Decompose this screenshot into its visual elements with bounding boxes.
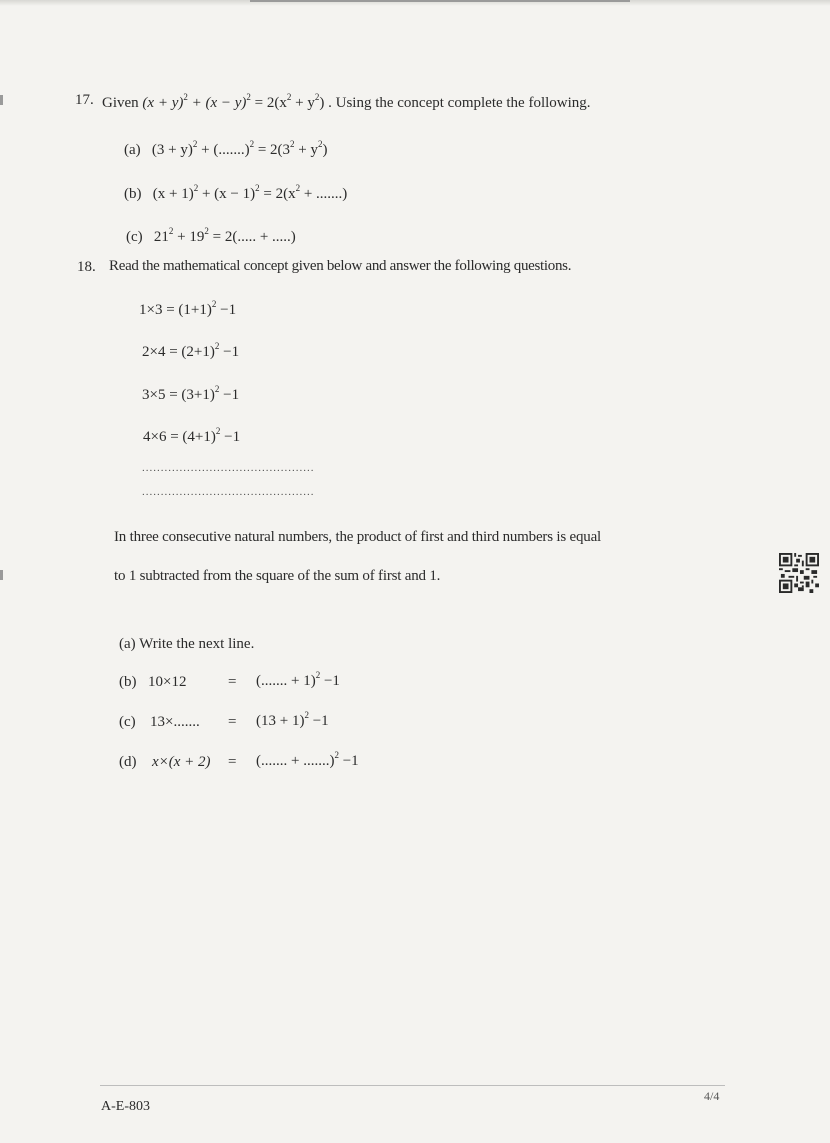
identity-term-4: + $y^2$)	[295, 92, 325, 111]
part-label: (c)	[126, 229, 143, 245]
statement-line-2: to 1 subtracted from the square of the sum of first and 1.	[114, 568, 441, 584]
scan-edge-mark	[0, 570, 3, 580]
part-text: Write the next line.	[139, 636, 255, 652]
part-label: (d)	[119, 754, 137, 770]
dotted-line-1: ..............................................	[142, 462, 315, 474]
question-17-number: 17.	[75, 92, 94, 108]
q18-part-a	[119, 636, 254, 653]
identity-term-2: + $(x - y)^2$	[191, 92, 251, 111]
q18-part-c-eq: =	[228, 714, 237, 730]
expr: $(3 + y)^2 + (.......)^2 = 2(3^2 + y^2)$	[151, 139, 328, 158]
statement-line-1: In three consecutive natural numbers, the product of first and third numbers is equal	[114, 529, 602, 545]
q18-part-b-lhs: 10×12	[148, 674, 187, 690]
identity-term-1: $(x + y)^2$	[142, 92, 188, 111]
q18-part-c-lhs: 13×.......	[150, 714, 200, 730]
q17-part-a	[124, 139, 328, 159]
question-18-number: 18.	[77, 259, 96, 275]
q18-part-d-rhs: (....... + .......)$^2$ −1	[256, 750, 359, 769]
part-label: (c)	[119, 714, 136, 730]
scan-edge-mark	[0, 95, 3, 105]
concept-line-4: $4\times 6 = (4+1)^2 -1$	[143, 426, 241, 445]
identity-term-3: = $2(x^2$	[254, 92, 292, 111]
concept-line-2: $2\times 4 = (2+1)^2 -1$	[142, 341, 240, 360]
q18-part-b-rhs: (....... + 1)$^2$ −1	[256, 670, 340, 689]
question-18-text: Read the mathematical concept given below and answer the following questions.	[109, 258, 572, 274]
part-label: (a)	[119, 636, 136, 652]
q17-part-c	[126, 226, 296, 246]
part-label: (b)	[119, 674, 137, 690]
part-label: (b)	[124, 186, 142, 202]
concept-line-1: $1\times 3 = (1+1)^2 -1$	[139, 299, 237, 318]
question-17-text	[102, 92, 591, 112]
expr: $(x + 1)^2 + (x - 1)^2 = 2(x^2$ + .......)	[152, 183, 348, 202]
q18-part-d	[119, 754, 137, 771]
q18-part-c-rhs: $(13 + 1)^2 -1$	[256, 710, 329, 729]
q17-part-b	[124, 183, 347, 203]
scan-top-edge	[250, 0, 630, 2]
q18-part-b-eq: =	[228, 674, 237, 690]
q18-part-c	[119, 714, 136, 731]
q18-part-d-lhs: x×(x + 2)	[152, 754, 211, 770]
q18-part-b	[119, 674, 137, 691]
expr: $21^2 + 19^2 = 2$(..... + .....)	[153, 226, 296, 245]
page-number: 4/4	[704, 1089, 720, 1103]
dotted-line-2: ..............................................	[142, 486, 315, 498]
instruction-text: . Using the concept complete the following.	[328, 95, 591, 111]
footer-divider	[100, 1085, 725, 1086]
qr-code-icon	[779, 553, 819, 593]
given-label: Given	[102, 95, 139, 111]
paper-code: A-E-803	[101, 1099, 150, 1114]
q18-part-d-eq: =	[228, 754, 237, 770]
concept-line-3: $3\times 5 = (3+1)^2 -1$	[142, 384, 240, 403]
part-label: (a)	[124, 142, 141, 158]
